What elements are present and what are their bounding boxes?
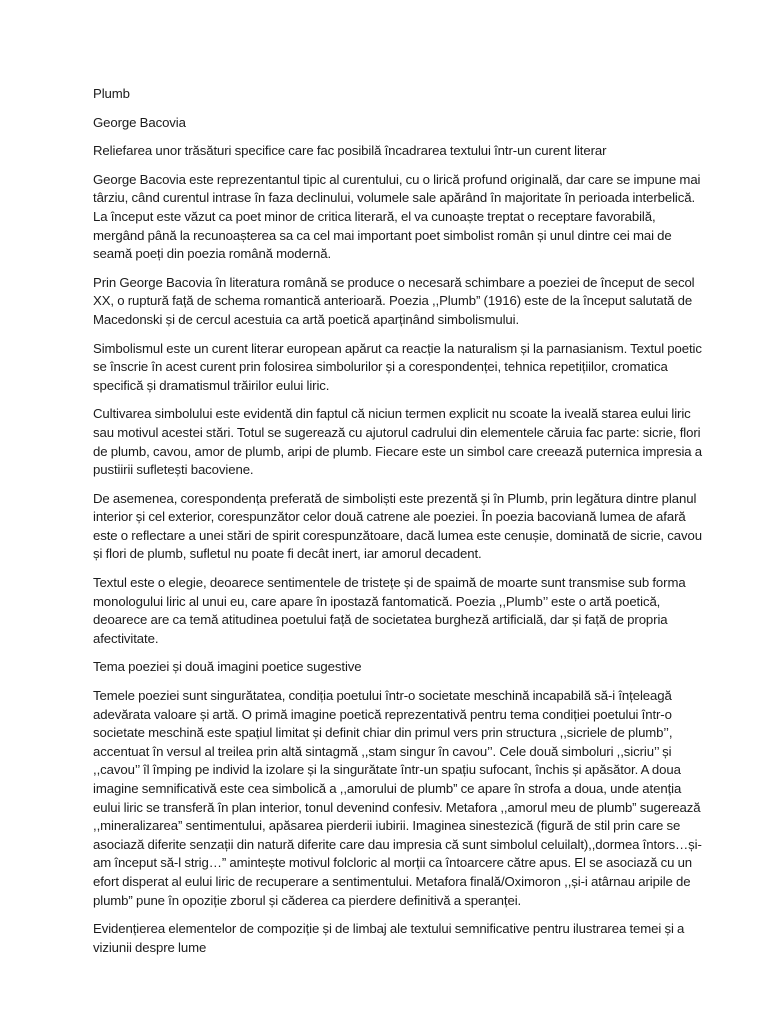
section-heading-2: Tema poeziei și două imagini poetice sugestive bbox=[93, 659, 362, 675]
paragraph-5: De asemenea, corespondența preferată de simboliști este prezentă și în Plumb, prin legătura dintre planul interior și cel exterior, corespunzător celor două catrene ale poeziei. În poezia bacoviană lumea de afară este o reflectare a unei stări de spirit corespunzătoare, dacă lumea este cenușie, dominată de sicrie, cavou și flori de plumb, sufletul nu poate fi decât inert, iar amorul decadent. bbox=[93, 490, 702, 562]
paragraph-1: George Bacovia este reprezentantul tipic al curentului, cu o lirică profund originală, dar care se impune mai târziu, când curentul intrase în faza declinului, volumele sale apărând în majoritate în perioada interbelică. La început este văzut ca poet minor de critica literară, el va cunoaște treptat o receptare favorabilă, mergând până la recunoașterea sa ca cel mai important poet simbolist român și unul dintre cei mai de seamă poeți din poezia română modernă. bbox=[93, 171, 701, 262]
section-heading-3: Evidențierea elementelor de compoziție și de limbaj ale textului semnificative pentru ilustrarea temei și a viziunii despre lume bbox=[93, 921, 685, 955]
paragraph-3: Simbolismul este un curent literar european apărut ca reacție la naturalism și la parnasianism. Textul poetic se înscrie în acest curent prin folosirea simbolurilor și a corespondenței, tehnica repetițiilor, cromatica specifică și dramatismul trăirilor eului liric. bbox=[93, 340, 702, 393]
document-author: George Bacovia bbox=[93, 114, 186, 130]
paragraph-6: Textul este o elegie, deoarece sentimentele de tristețe și de spaimă de moarte sunt transmise sub forma monologului liric al unui eu, care apare în ipostază fantomatică. Poezia ,,Plumb’’ este o artă poetică, deoarece are ca temă atitudinea poetului față de societatea burgheză artificială, dar și față de propria afectivitate. bbox=[93, 575, 686, 646]
paragraph-4: Cultivarea simbolului este evidentă din faptul că niciun termen explicit nu scoate la iveală starea eului liric sau motivul acestei stări. Totul se sugerează cu ajutorul cadrului din elementele căruia fac parte: sicrie, flori de plumb, cavou, amor de plumb, aripi de plumb. Fiecare este un simbol care creează puternica impresia a pustiirii sufletești bacoviene. bbox=[93, 406, 703, 478]
document-title: Plumb bbox=[93, 86, 130, 101]
paragraph-7: Temele poeziei sunt singurătatea, condiția poetului într-o societate meschină incapabilă să-i înțeleagă adevărata valoare și artă. O primă imagine poetică reprezentativă pentru tema condiției poetului într-o societate meschină este spațiul limitat și definit chiar din primul vers prin structura ,,sicriele de plumb’’, accentuat în versul al treilea prin altă sintagmă ,,stam singur în cavou’’. Cele două simboluri ,,sicriu’’ și ,,cavou’’ îl împing pe individ la izolare și la singurătate într-un spațiu sufocant, închis și apăsător. A doua imagine semnificativă este cea simbolică a ,,amorului de plumb” ce apare în strofa a doua, unde atenția eului liric se transferă în plan interior, tonul devenind confesiv. Metafora ,,amorul meu de plumb” sugerează ,,mineralizarea” sentimentului, apăsarea pierderii iubirii. Imaginea sinestezică (figură de stil prin care se asociază diferite senzații din natură diferite care dau impresia că sunt simbolul celuilalt),,dormea întors…și-am început să-l strig…” amintește motivul folcloric al morții ca întoarcere către apus. El se asociază cu un efort disperat al eului liric de recuperare a sentimentului. Metafora finală/Oximoron ,,și-i atârnau aripile de plumb” pune în opoziție zborul și căderea ca pierdere definitivă a speranței. bbox=[93, 688, 702, 908]
section-heading-1: Reliefarea unor trăsături specifice care fac posibilă încadrarea textului într-un curent literar bbox=[93, 143, 607, 159]
paragraph-2: Prin George Bacovia în literatura română se produce o necesară schimbare a poeziei de început de secol XX, o ruptură față de schema romantică anterioară. Poezia ,,Plumb” (1916) este de la început salutată de Macedonski și de cercul acestuia ca artă poetică aparținând simbolismului. bbox=[93, 274, 695, 327]
